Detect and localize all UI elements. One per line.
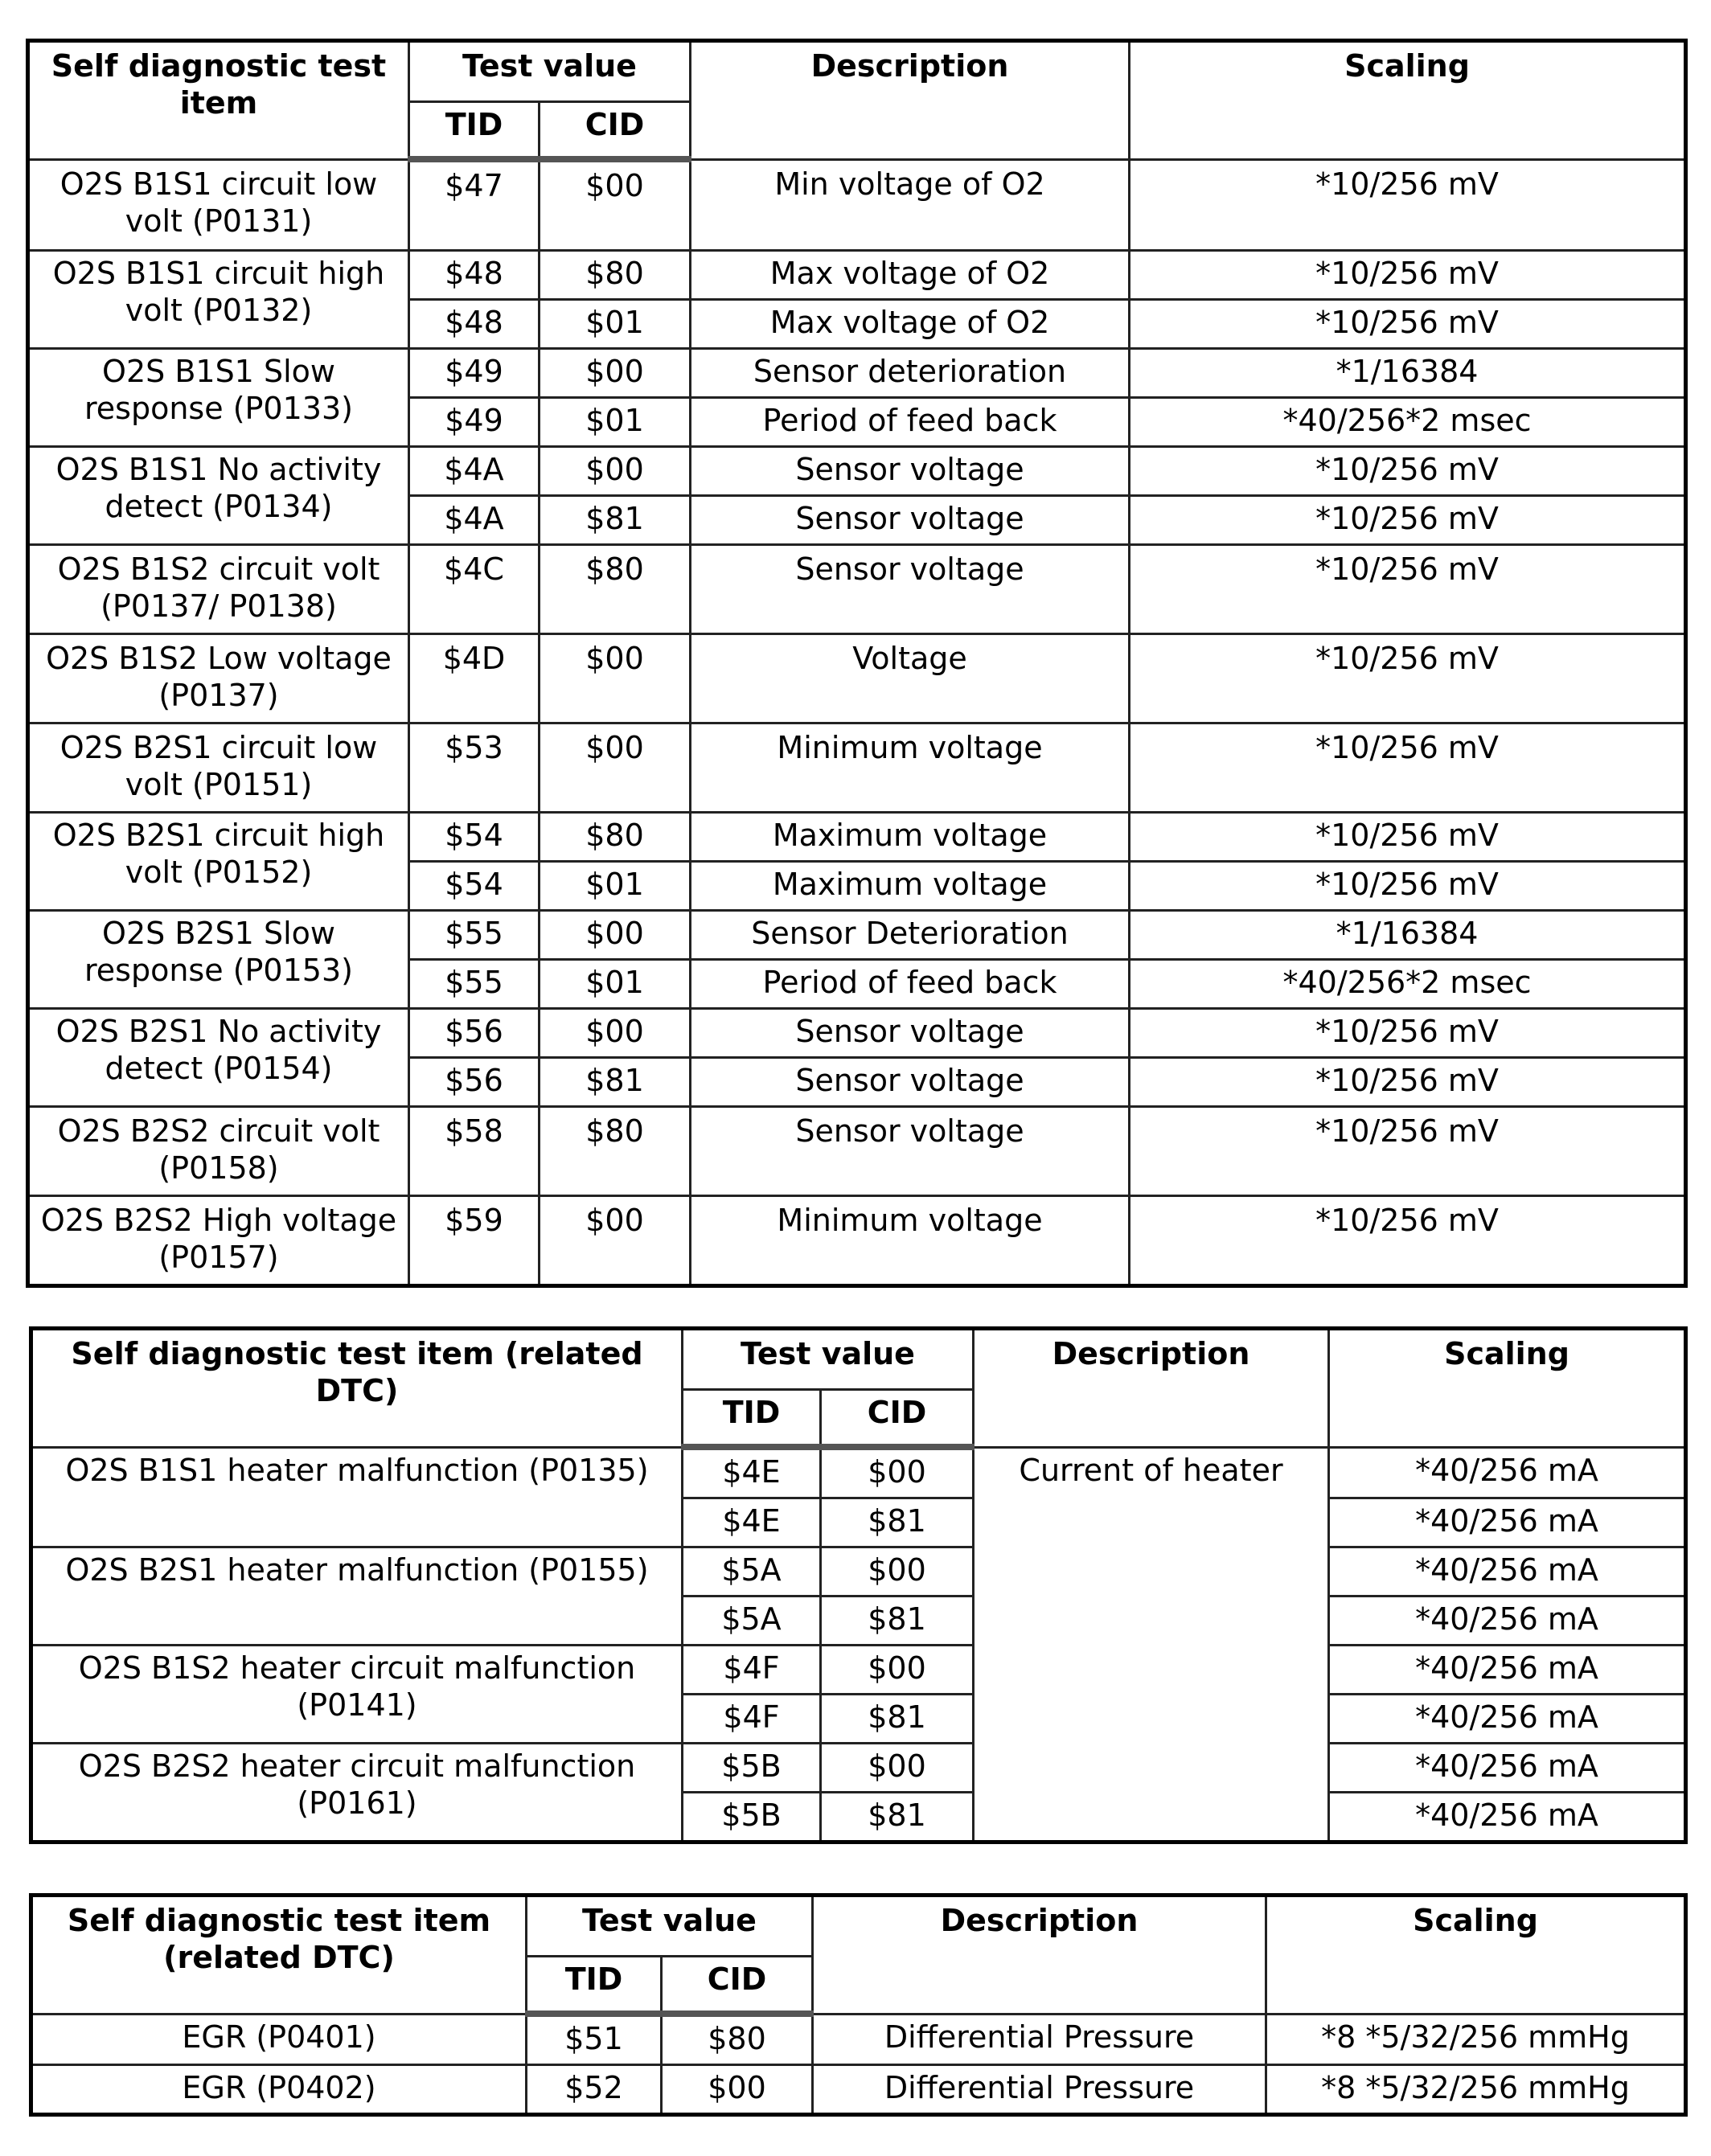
tid-cell: $51	[527, 2014, 662, 2065]
cid-cell: $00	[821, 1547, 974, 1597]
test-item-cell: O2S B1S1 heater malfunction (P0135)	[31, 1447, 683, 1547]
tid-cell: $59	[409, 1196, 540, 1286]
scaling-cell: *10/256 mV	[1130, 1009, 1686, 1058]
description-cell: Sensor voltage	[691, 1107, 1130, 1196]
description-cell: Sensor voltage	[691, 496, 1130, 545]
description-cell: Maximum voltage	[691, 813, 1130, 862]
table-row	[31, 1447, 1686, 1498]
scaling-cell: *40/256*2 msec	[1130, 398, 1686, 447]
test-item-cell: O2S B2S2 circuit volt (P0158)	[28, 1107, 409, 1196]
cid-cell: $01	[540, 862, 691, 911]
description-cell: Max voltage of O2	[691, 251, 1130, 300]
table-row	[28, 447, 1686, 496]
table-row	[28, 813, 1686, 862]
test-item-cell: O2S B2S1 circuit high volt (P0152)	[28, 813, 409, 911]
cid-cell: $81	[821, 1597, 974, 1646]
tid-cell: $54	[409, 813, 540, 862]
header-description: Description	[813, 1896, 1266, 2015]
scaling-cell: *40/256 mA	[1329, 1744, 1686, 1793]
table-row	[28, 911, 1686, 960]
tid-cell: $48	[409, 300, 540, 349]
description-cell: Minimum voltage	[691, 723, 1130, 813]
header-scaling: Scaling	[1329, 1329, 1686, 1448]
tid-cell: $4F	[683, 1695, 821, 1744]
cid-cell: $00	[540, 1196, 691, 1286]
test-item-cell: O2S B1S1 circuit low volt (P0131)	[28, 159, 409, 251]
scaling-cell: *10/256 mV	[1130, 300, 1686, 349]
cid-cell: $00	[540, 159, 691, 251]
test-item-cell: O2S B2S1 Slow response (P0153)	[28, 911, 409, 1009]
cid-cell: $80	[540, 1107, 691, 1196]
tid-cell: $5A	[683, 1547, 821, 1597]
description-cell: Sensor voltage	[691, 545, 1130, 634]
tid-cell: $49	[409, 349, 540, 398]
description-cell: Sensor voltage	[691, 447, 1130, 496]
header-test-value: Test value	[683, 1329, 974, 1390]
tid-cell: $55	[409, 911, 540, 960]
cid-cell: $01	[540, 300, 691, 349]
header-test-item: Self diagnostic test item (related DTC)	[31, 1329, 683, 1448]
tid-cell: $4F	[683, 1646, 821, 1695]
test-item-cell: EGR (P0401)	[31, 2014, 527, 2065]
tid-cell: $5B	[683, 1793, 821, 1842]
scaling-cell: *1/16384	[1130, 349, 1686, 398]
table-row	[28, 545, 1686, 634]
description-cell: Sensor deterioration	[691, 349, 1130, 398]
description-cell: Sensor Deterioration	[691, 911, 1130, 960]
scaling-cell: *1/16384	[1130, 911, 1686, 960]
scaling-cell: *10/256 mV	[1130, 496, 1686, 545]
header-test-item: Self diagnostic test item (related DTC)	[31, 1896, 527, 2015]
test-item-cell: O2S B2S2 heater circuit malfunction (P0161)	[31, 1744, 683, 1842]
tid-cell: $56	[409, 1058, 540, 1107]
test-item-cell: O2S B1S1 No activity detect (P0134)	[28, 447, 409, 545]
scaling-cell: *10/256 mV	[1130, 447, 1686, 496]
tid-cell: $48	[409, 251, 540, 300]
table-row	[28, 634, 1686, 723]
description-cell: Sensor voltage	[691, 1009, 1130, 1058]
test-item-cell: O2S B2S1 circuit low volt (P0151)	[28, 723, 409, 813]
cid-cell: $00	[540, 349, 691, 398]
table-row	[31, 1744, 1686, 1793]
scaling-cell: *10/256 mV	[1130, 634, 1686, 723]
tid-cell: $5B	[683, 1744, 821, 1793]
header-test-value: Test value	[409, 41, 691, 102]
tid-cell: $53	[409, 723, 540, 813]
test-item-cell: O2S B2S2 High voltage (P0157)	[28, 1196, 409, 1286]
o2-sensor-test-rows	[28, 159, 1686, 1286]
scaling-cell: *10/256 mV	[1130, 159, 1686, 251]
cid-cell: $00	[540, 911, 691, 960]
table-row	[28, 723, 1686, 813]
test-item-cell: O2S B1S1 circuit high volt (P0132)	[28, 251, 409, 349]
header-scaling: Scaling	[1130, 41, 1686, 160]
scaling-cell: *10/256 mV	[1130, 813, 1686, 862]
test-item-cell: O2S B2S1 heater malfunction (P0155)	[31, 1547, 683, 1646]
description-cell: Period of feed back	[691, 960, 1130, 1009]
table-row	[28, 251, 1686, 300]
tid-cell: $49	[409, 398, 540, 447]
scaling-cell: *40/256 mA	[1329, 1597, 1686, 1646]
scaling-cell: *10/256 mV	[1130, 1196, 1686, 1286]
test-item-cell: O2S B1S2 circuit volt (P0137/ P0138)	[28, 545, 409, 634]
cid-cell: $00	[821, 1447, 974, 1498]
header-tid: TID	[527, 1957, 662, 2015]
table-row	[31, 1547, 1686, 1597]
scaling-cell: *10/256 mV	[1130, 862, 1686, 911]
scaling-cell: *10/256 mV	[1130, 545, 1686, 634]
cid-cell: $00	[540, 723, 691, 813]
tid-cell: $4C	[409, 545, 540, 634]
scaling-cell: *40/256 mA	[1329, 1646, 1686, 1695]
egr-test-table	[29, 1893, 1688, 2117]
cid-cell: $80	[540, 813, 691, 862]
scaling-cell: *8 *5/32/256 mmHg	[1266, 2065, 1686, 2115]
description-cell: Differential Pressure	[813, 2065, 1266, 2115]
table-row	[28, 1196, 1686, 1286]
cid-cell: $00	[662, 2065, 813, 2115]
cid-cell: $01	[540, 960, 691, 1009]
test-item-cell: O2S B1S2 heater circuit malfunction (P0141)	[31, 1646, 683, 1744]
table-row	[31, 1646, 1686, 1695]
tid-cell: $4A	[409, 496, 540, 545]
cid-cell: $81	[821, 1695, 974, 1744]
tid-cell: $56	[409, 1009, 540, 1058]
header-test-item: Self diagnostic test item	[28, 41, 409, 160]
cid-cell: $00	[540, 447, 691, 496]
header-test-value: Test value	[527, 1896, 813, 1957]
test-item-cell: O2S B1S1 Slow response (P0133)	[28, 349, 409, 447]
description-cell: Voltage	[691, 634, 1130, 723]
tid-cell: $58	[409, 1107, 540, 1196]
table-row	[28, 1009, 1686, 1058]
o2-sensor-test-table	[26, 39, 1688, 1288]
cid-cell: $00	[821, 1744, 974, 1793]
test-item-cell: O2S B1S2 Low voltage (P0137)	[28, 634, 409, 723]
heater-test-rows	[31, 1447, 1686, 1842]
tid-cell: $55	[409, 960, 540, 1009]
scaling-cell: *40/256 mA	[1329, 1447, 1686, 1498]
tid-cell: $5A	[683, 1597, 821, 1646]
cid-cell: $81	[821, 1498, 974, 1547]
scaling-cell: *8 *5/32/256 mmHg	[1266, 2014, 1686, 2065]
table-row	[31, 2014, 1686, 2065]
tid-cell: $54	[409, 862, 540, 911]
cid-cell: $81	[540, 1058, 691, 1107]
cid-cell: $00	[540, 634, 691, 723]
description-cell: Maximum voltage	[691, 862, 1130, 911]
description-cell: Sensor voltage	[691, 1058, 1130, 1107]
description-cell: Max voltage of O2	[691, 300, 1130, 349]
description-cell: Current of heater	[974, 1447, 1329, 1842]
cid-cell: $80	[540, 545, 691, 634]
scaling-cell: *10/256 mV	[1130, 1107, 1686, 1196]
header-tid: TID	[409, 102, 540, 160]
table-row	[28, 349, 1686, 398]
tid-cell: $52	[527, 2065, 662, 2115]
tid-cell: $4E	[683, 1447, 821, 1498]
cid-cell: $00	[540, 1009, 691, 1058]
test-item-cell: O2S B2S1 No activity detect (P0154)	[28, 1009, 409, 1107]
scaling-cell: *40/256 mA	[1329, 1547, 1686, 1597]
header-description: Description	[974, 1329, 1329, 1448]
cid-cell: $81	[540, 496, 691, 545]
table-row	[28, 159, 1686, 251]
table-row	[28, 1107, 1686, 1196]
header-cid: CID	[662, 1957, 813, 2015]
scaling-cell: *40/256 mA	[1329, 1695, 1686, 1744]
tid-cell: $4E	[683, 1498, 821, 1547]
cid-cell: $81	[821, 1793, 974, 1842]
cid-cell: $01	[540, 398, 691, 447]
description-cell: Minimum voltage	[691, 1196, 1130, 1286]
table-row	[31, 2065, 1686, 2115]
scaling-cell: *10/256 mV	[1130, 1058, 1686, 1107]
heater-test-table	[29, 1326, 1688, 1844]
tid-cell: $4A	[409, 447, 540, 496]
description-cell: Period of feed back	[691, 398, 1130, 447]
header-tid: TID	[683, 1390, 821, 1448]
header-scaling: Scaling	[1266, 1896, 1686, 2015]
cid-cell: $80	[662, 2014, 813, 2065]
header-description: Description	[691, 41, 1130, 160]
tid-cell: $4D	[409, 634, 540, 723]
header-cid: CID	[821, 1390, 974, 1448]
scaling-cell: *40/256*2 msec	[1130, 960, 1686, 1009]
description-cell: Min voltage of O2	[691, 159, 1130, 251]
cid-cell: $80	[540, 251, 691, 300]
egr-test-rows	[31, 2014, 1686, 2115]
scaling-cell: *40/256 mA	[1329, 1498, 1686, 1547]
scaling-cell: *40/256 mA	[1329, 1793, 1686, 1842]
description-cell: Differential Pressure	[813, 2014, 1266, 2065]
test-item-cell: EGR (P0402)	[31, 2065, 527, 2115]
cid-cell: $00	[821, 1646, 974, 1695]
header-cid: CID	[540, 102, 691, 160]
scaling-cell: *10/256 mV	[1130, 251, 1686, 300]
scaling-cell: *10/256 mV	[1130, 723, 1686, 813]
tid-cell: $47	[409, 159, 540, 251]
